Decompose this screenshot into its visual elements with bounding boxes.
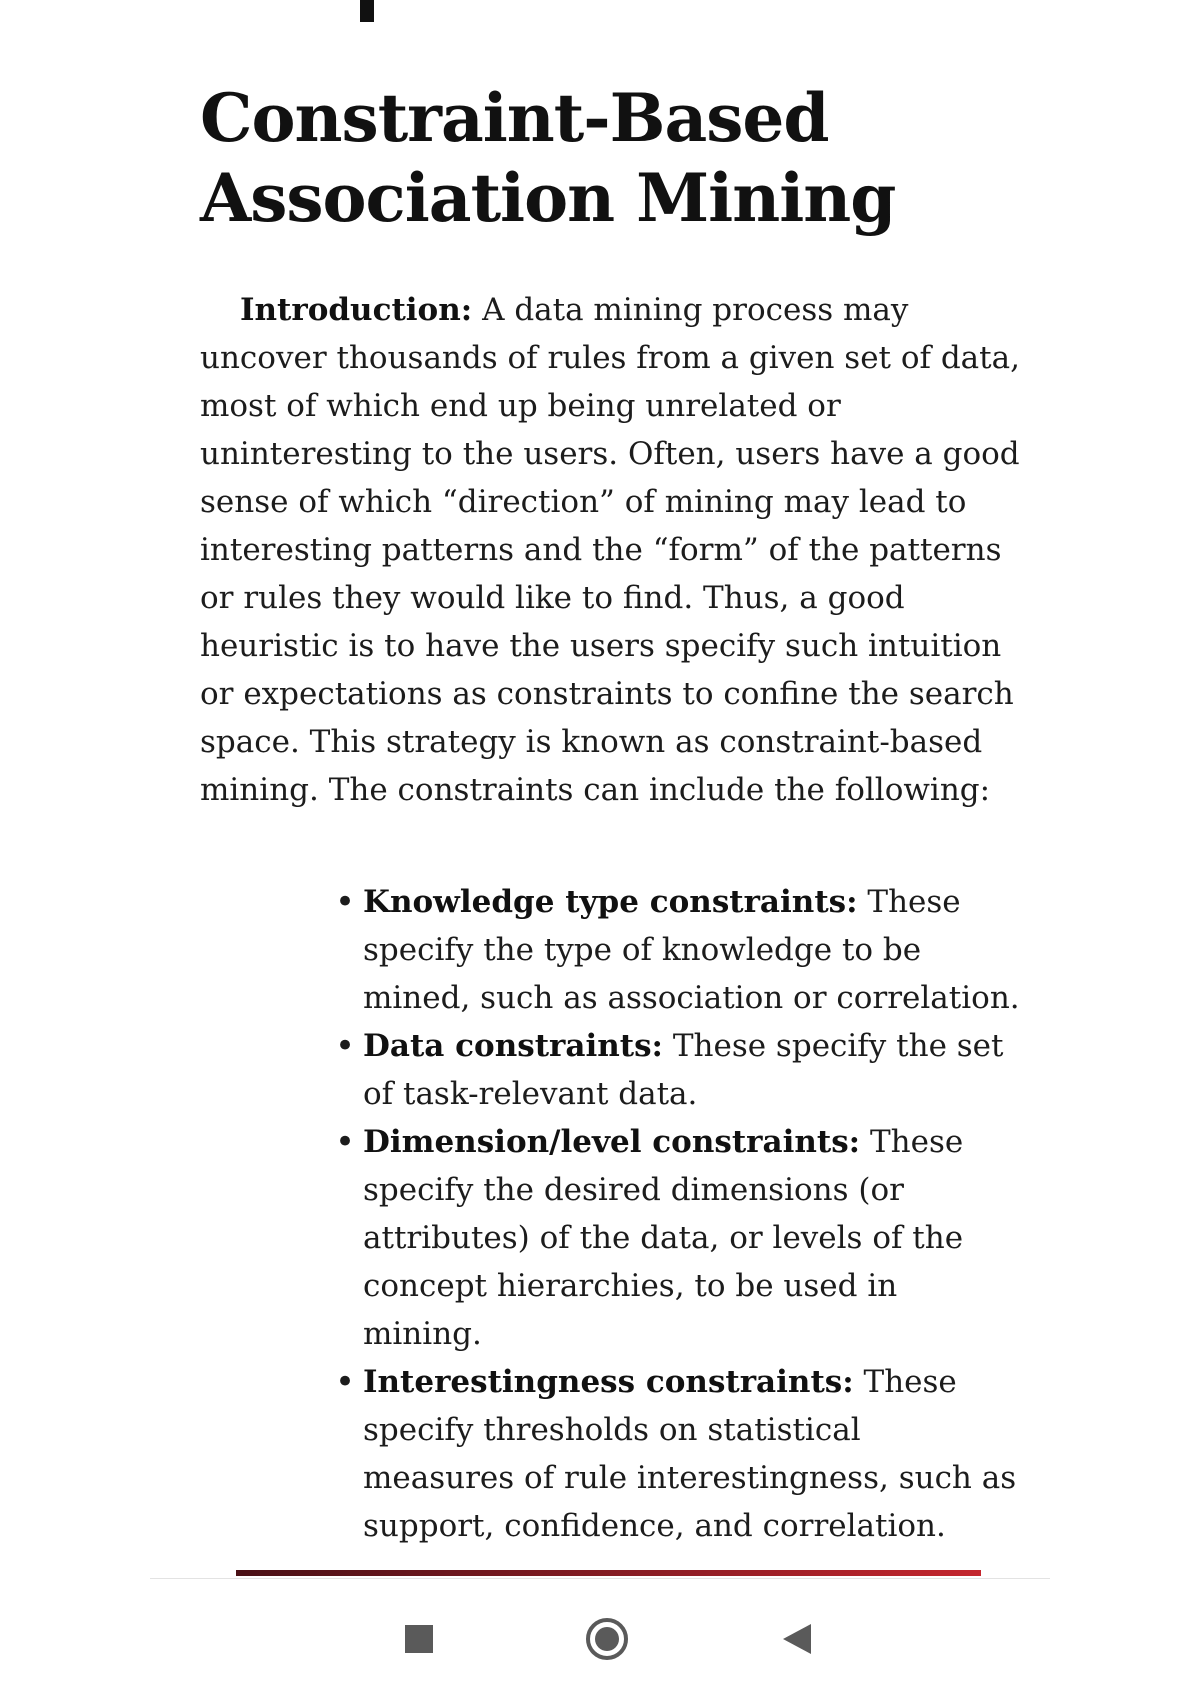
list-item bbox=[335, 878, 1020, 1022]
constraint-text: These specify the desired dimensions (or attributes) of the data, or levels of the concept hierarchies, to be used in mining. bbox=[363, 1124, 964, 1352]
constraint-label: Interestingness constraints: bbox=[363, 1364, 854, 1400]
bullet-icon: • bbox=[335, 1362, 356, 1402]
title-line-1: Constraint-Based bbox=[200, 79, 829, 157]
bullet-icon: • bbox=[335, 1122, 356, 1162]
list-item bbox=[335, 1358, 1020, 1550]
constraint-text: These specify thresholds on statistical measures of rule interestingness, such as support, confidence, and correlation. bbox=[363, 1364, 1017, 1544]
intro-label: Introduction: bbox=[240, 292, 473, 328]
reading-progress-bar bbox=[236, 1570, 981, 1576]
recents-button[interactable] bbox=[394, 1614, 444, 1664]
clipped-heading-fragment bbox=[360, 0, 374, 22]
list-item bbox=[335, 1022, 1020, 1118]
page-title bbox=[200, 78, 1020, 238]
system-navigation-bar bbox=[0, 1600, 1200, 1680]
list-item bbox=[335, 1118, 1020, 1358]
constraint-label: Dimension/level constraints: bbox=[363, 1124, 861, 1160]
intro-text: A data mining process may uncover thousands of rules from a given set of data, most of which end up being unrelated or uninteresting to the users. Often, users have a good sense of which “direction” of mining may lead to interesting patterns and the “form” of the patterns or rules they would like to find. Thus, a good heuristic is to have the users specify such intuition or expectations as constraints to confine the search space. This strategy is known as constraint-based mining. The constraints can include the following: bbox=[200, 292, 1020, 808]
constraint-label: Data constraints: bbox=[363, 1028, 663, 1064]
home-circle-icon bbox=[584, 1616, 630, 1662]
back-button[interactable] bbox=[772, 1614, 822, 1664]
intro-paragraph bbox=[200, 286, 1020, 814]
constraint-text: These specify the set of task-relevant data. bbox=[363, 1028, 1004, 1112]
title-line-2: Association Mining bbox=[200, 159, 896, 237]
reading-progress-fill bbox=[236, 1570, 981, 1576]
article-content bbox=[200, 78, 1020, 1550]
constraint-label: Knowledge type constraints: bbox=[363, 884, 858, 920]
home-button[interactable] bbox=[582, 1614, 632, 1664]
bottom-divider bbox=[150, 1578, 1050, 1579]
back-triangle-icon bbox=[781, 1622, 813, 1656]
bullet-icon: • bbox=[335, 1026, 356, 1066]
constraint-text: These specify the type of knowledge to be mined, such as association or correlation. bbox=[363, 884, 1020, 1016]
bullet-icon: • bbox=[335, 882, 356, 922]
square-icon bbox=[404, 1624, 434, 1654]
constraints-list bbox=[200, 878, 1020, 1550]
